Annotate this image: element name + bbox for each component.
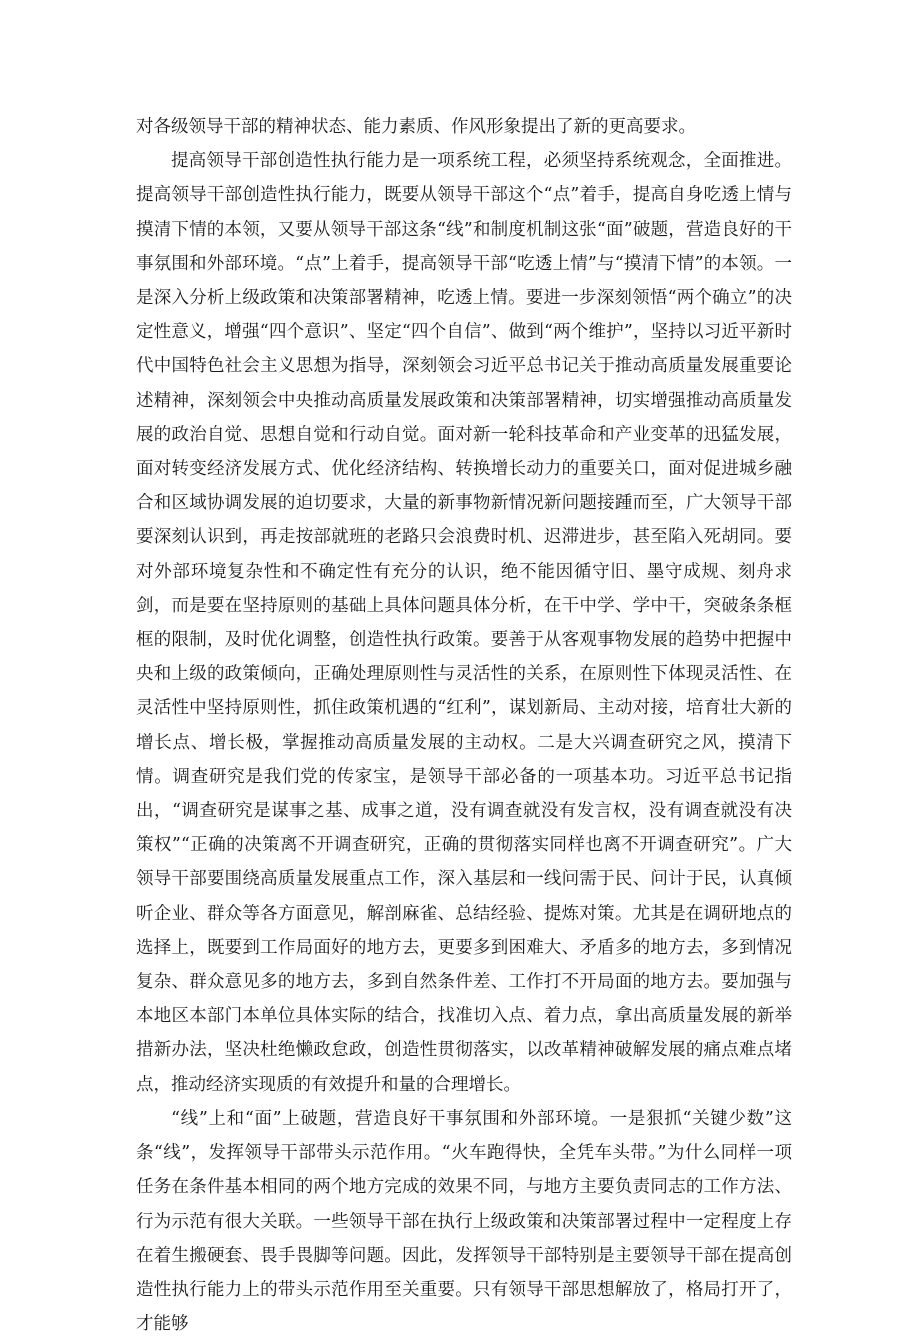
paragraph-system-engineering: 提高领导干部创造性执行能力是一项系统工程，必须坚持系统观念，全面推进。提高领导干部创造性执行能力，既要从领导干部这个“点”着手，提高自身吃透上情与摸清下情的本领，又要从领导干部这条“线”和制度机制这张“面”破题，营造良好的干事氛围和外部环境。“点”上着手，提高领导干部“吃透上情”与“摸清下情”的本领。一是深入分析上级政策和决策部署精神，吃透上情。要进一步深刻领悟“两个确立”的决定性意义，增强“四个意识”、坚定“四个自信”、做到“两个维护”，坚持以习近平新时代中国特色社会主义思想为指导，深刻领会习近平总书记关于推动高质量发展重要论述精神，深刻领会中央推动高质量发展政策和决策部署精神，切实增强推动高质量发展的政治自觉、思想自觉和行动自觉。面对新一轮科技革命和产业变革的迅猛发展，面对转变经济发展方式、优化经济结构、转换增长动力的重要关口，面对促进城乡融合和区域协调发展的迫切要求，大量的新事物新情况新问题接踵而至，广大领导干部要深刻认识到，再走按部就班的老路只会浪费时机、迟滞进步，甚至陷入死胡同。要对外部环境复杂性和不确定性有充分的认识，绝不能因循守旧、墨守成规、刻舟求剑，而是要在坚持原则的基础上具体问题具体分析，在干中学、学中干，突破条条框框的限制，及时优化调整，创造性执行政策。要善于从客观事物发展的趋势中把握中央和上级的政策倾向，正确处理原则性与灵活性的关系，在原则性下体现灵活性、在灵活性中坚持原则性，抓住政策机遇的“红利”，谋划新局、主动对接，培育壮大新的增长点、增长极，掌握推动高质量发展的主动权。二是大兴调查研究之风，摸清下情。调查研究是我们党的传家宝，是领导干部必备的一项基本功。习近平总书记指出，“调查研究是谋事之基、成事之道，没有调查就没有发言权，没有调查就没有决策权”“正确的决策离不开调查研究，正确的贯彻落实同样也离不开调查研究”。广大领导干部要围绕高质量发展重点工作，深入基层和一线问需于民、问计于民，认真倾听企业、群众等各方面意见，解剖麻雀、总结经验、提炼对策。尤其是在调研地点的选择上，既要到工作局面好的地方去，更要多到困难大、矛盾多的地方去，多到情况复杂、群众意见多的地方去，多到自然条件差、工作打不开局面的地方去。要加强与本地区本部门本单位具体实际的结合，找准切入点、着力点，拿出高质量发展的新举措新办法，坚决杜绝懒政怠政，创造性贯彻落实，以改革精神破解发展的痛点难点堵点，推动经济实现质的有效提升和量的合理增长。 <box>136 151 792 1095</box>
document-body <box>136 110 792 1341</box>
paragraph-continuation: 对各级领导干部的精神状态、能力素质、作风形象提出了新的更高要求。 <box>136 117 696 137</box>
paragraph-line-and-surface: “线”上和“面”上破题，营造良好干事氛围和外部环境。一是狠抓“关键少数”这条“线”，发挥领导干部带头示范作用。“火车跑得快，全凭车头带。”为什么同样一项任务在条件基本相同的两个地方完成的效果不同，与地方主要负责同志的工作方法、行为示范有很大关联。一些领导干部在执行上级政策和决策部署过程中一定程度上存在着生搬硬套、畏手畏脚等问题。因此，发挥领导干部特别是主要领导干部在提高创造性执行能力上的带头示范作用至关重要。只有领导干部思想解放了，格局打开了，才能够 <box>136 1108 792 1335</box>
